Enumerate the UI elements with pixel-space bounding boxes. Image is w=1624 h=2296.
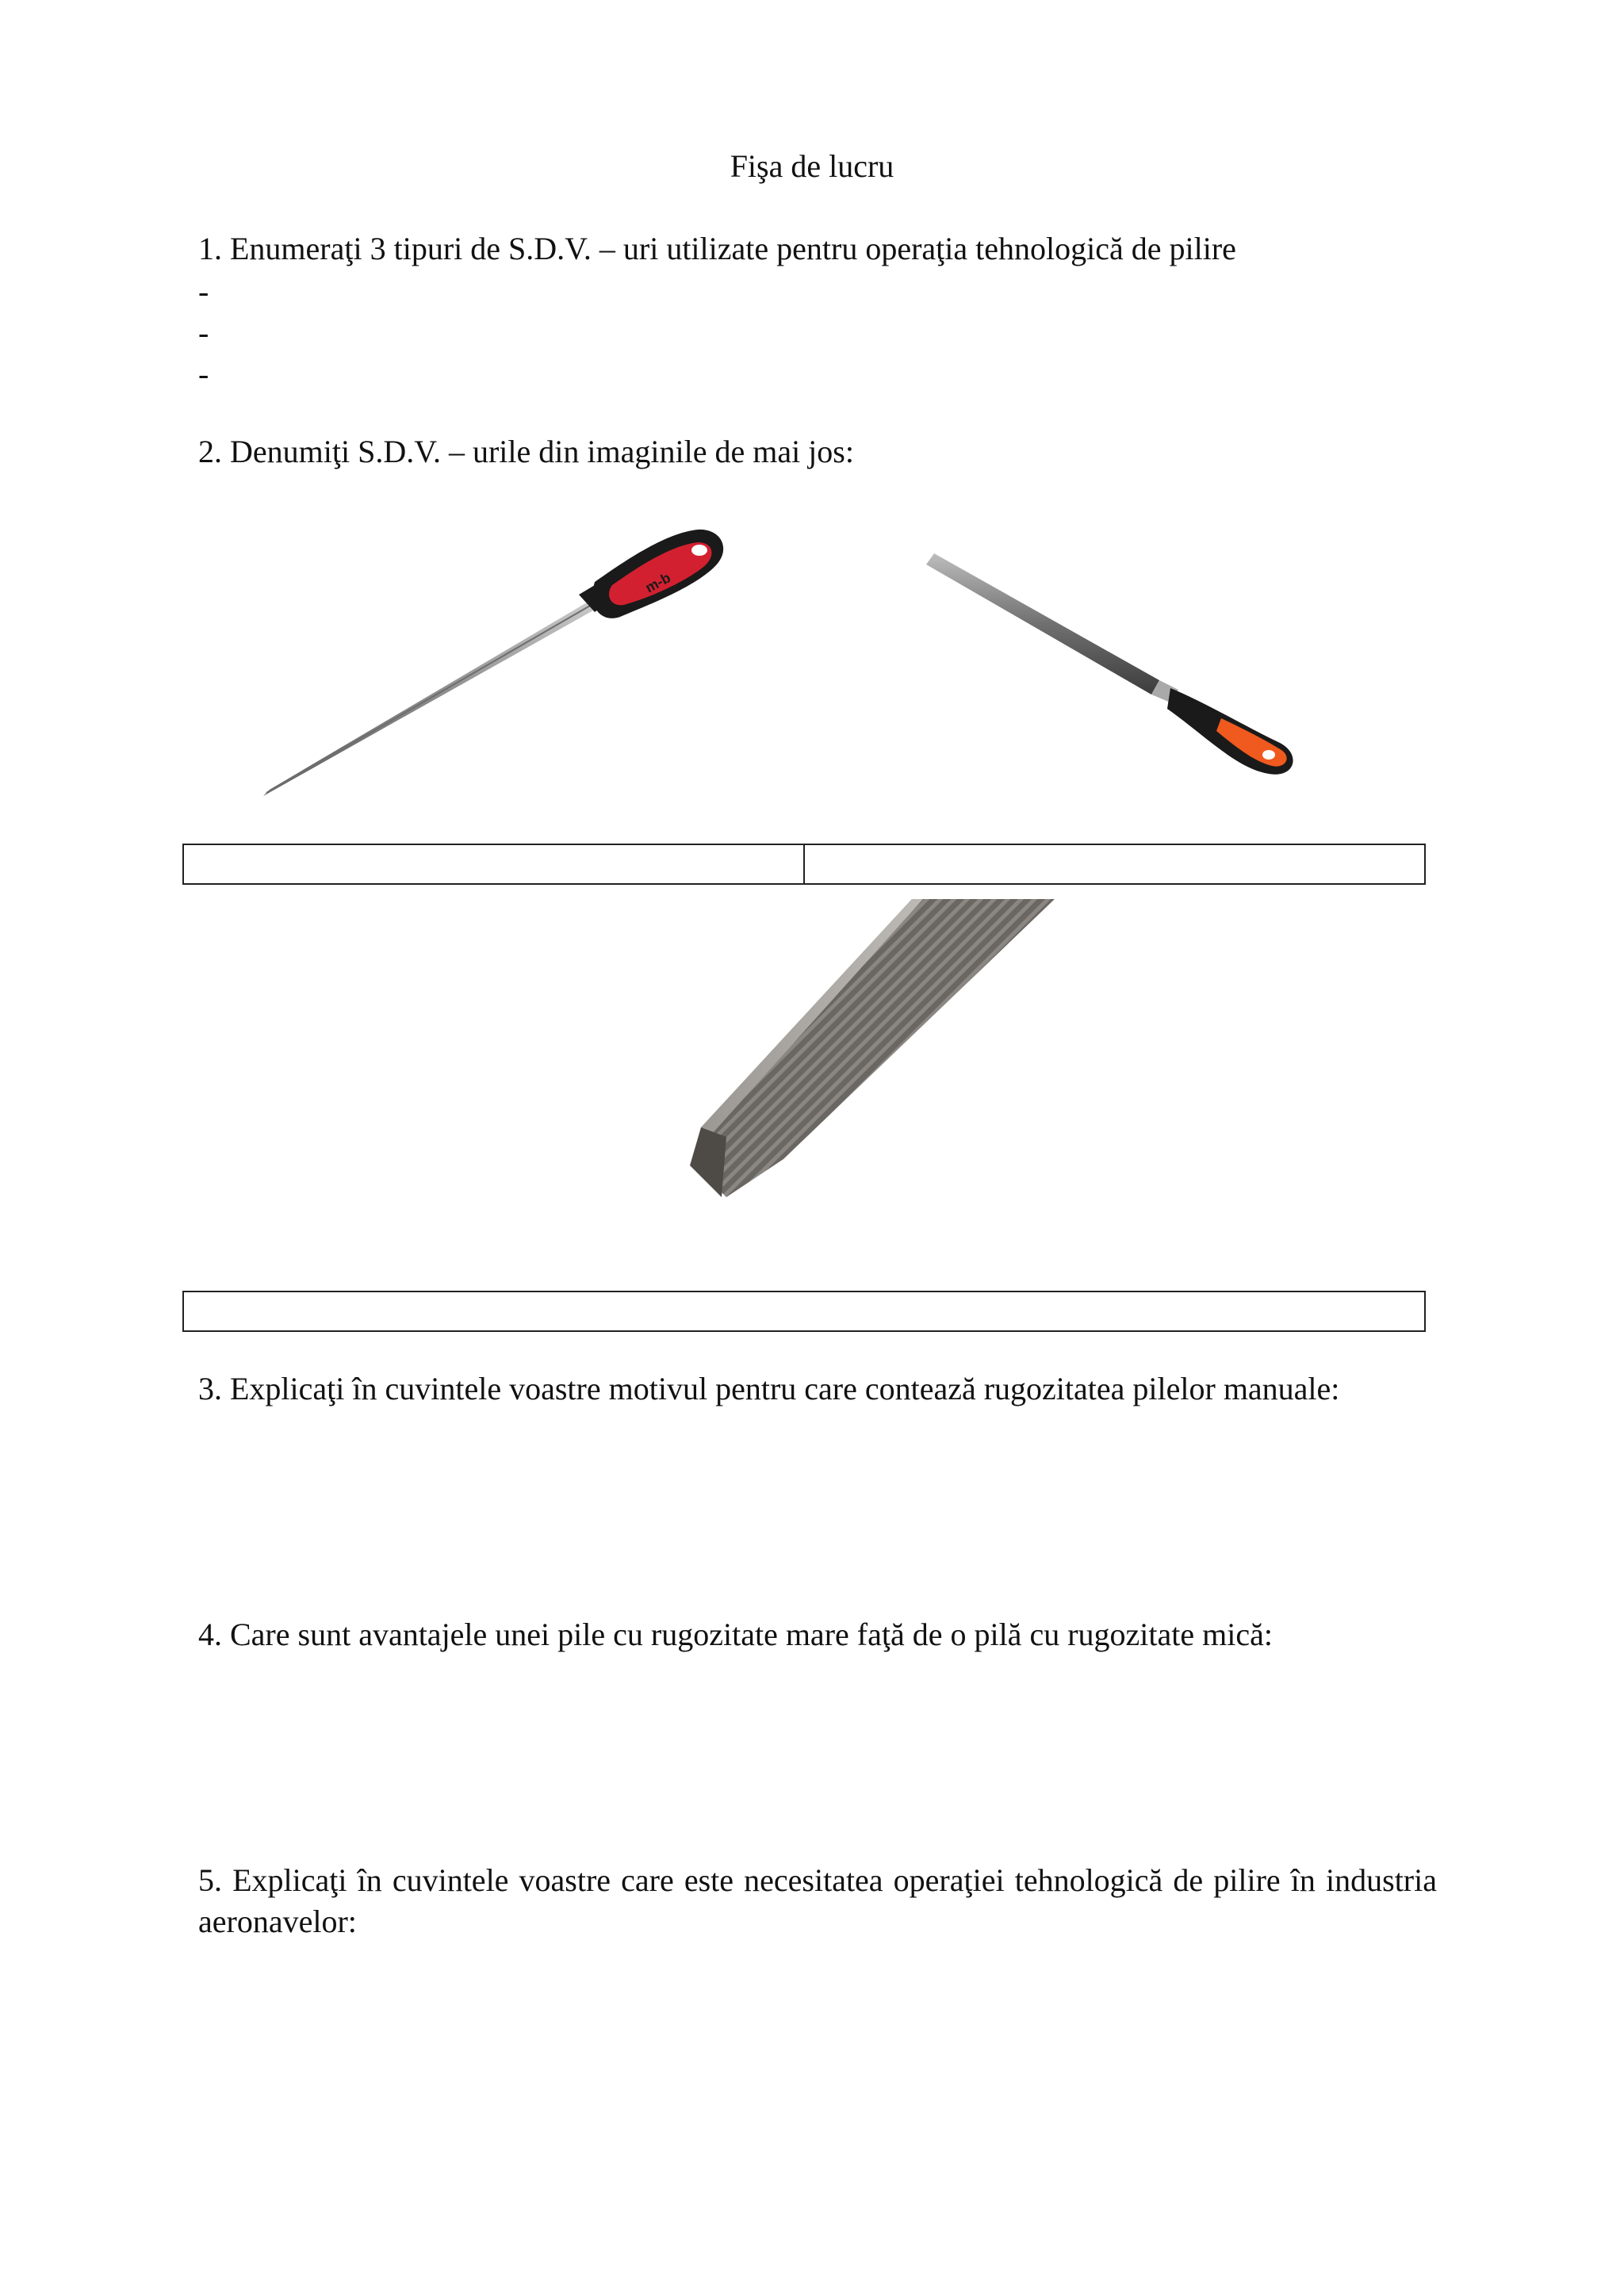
triangular-file-image (254, 515, 745, 809)
question-4: 4. Care sunt avantajele unei pile cu rugozitate mare faţă de o pilă cu rugozitate mică: (198, 1617, 1273, 1652)
answer-bullet-2: - (198, 315, 209, 350)
answer-cell-image-3[interactable] (184, 1292, 1424, 1330)
handle-brand-text: m-b (642, 569, 674, 596)
answer-cell-image-2[interactable] (803, 845, 1424, 883)
question-5: 5. Explicaţi în cuvintele voastre care este necesitatea operaţiei tehnologică de pilire în industria aeronavelor: (198, 1862, 1437, 1939)
answer-bullet-3: - (198, 356, 209, 392)
flat-file-image (920, 547, 1300, 785)
answer-table-row-2 (182, 1291, 1426, 1332)
answer-table-row-1 (182, 844, 1426, 885)
answer-bullet-1: - (198, 274, 209, 309)
question-1: 1. Enumeraţi 3 tipuri de S.D.V. – uri utilizate pentru operaţia tehnologică de pilire (198, 231, 1236, 266)
answer-cell-image-1[interactable] (184, 845, 803, 883)
file-tip-image (682, 899, 1055, 1200)
page-title: Fişa de lucru (730, 148, 894, 184)
question-3: 3. Explicaţi în cuvintele voastre motivul pentru care contează rugozitatea pilelor manuale: (198, 1371, 1340, 1406)
question-2: 2. Denumiţi S.D.V. – urile din imaginile de mai jos: (198, 434, 854, 469)
